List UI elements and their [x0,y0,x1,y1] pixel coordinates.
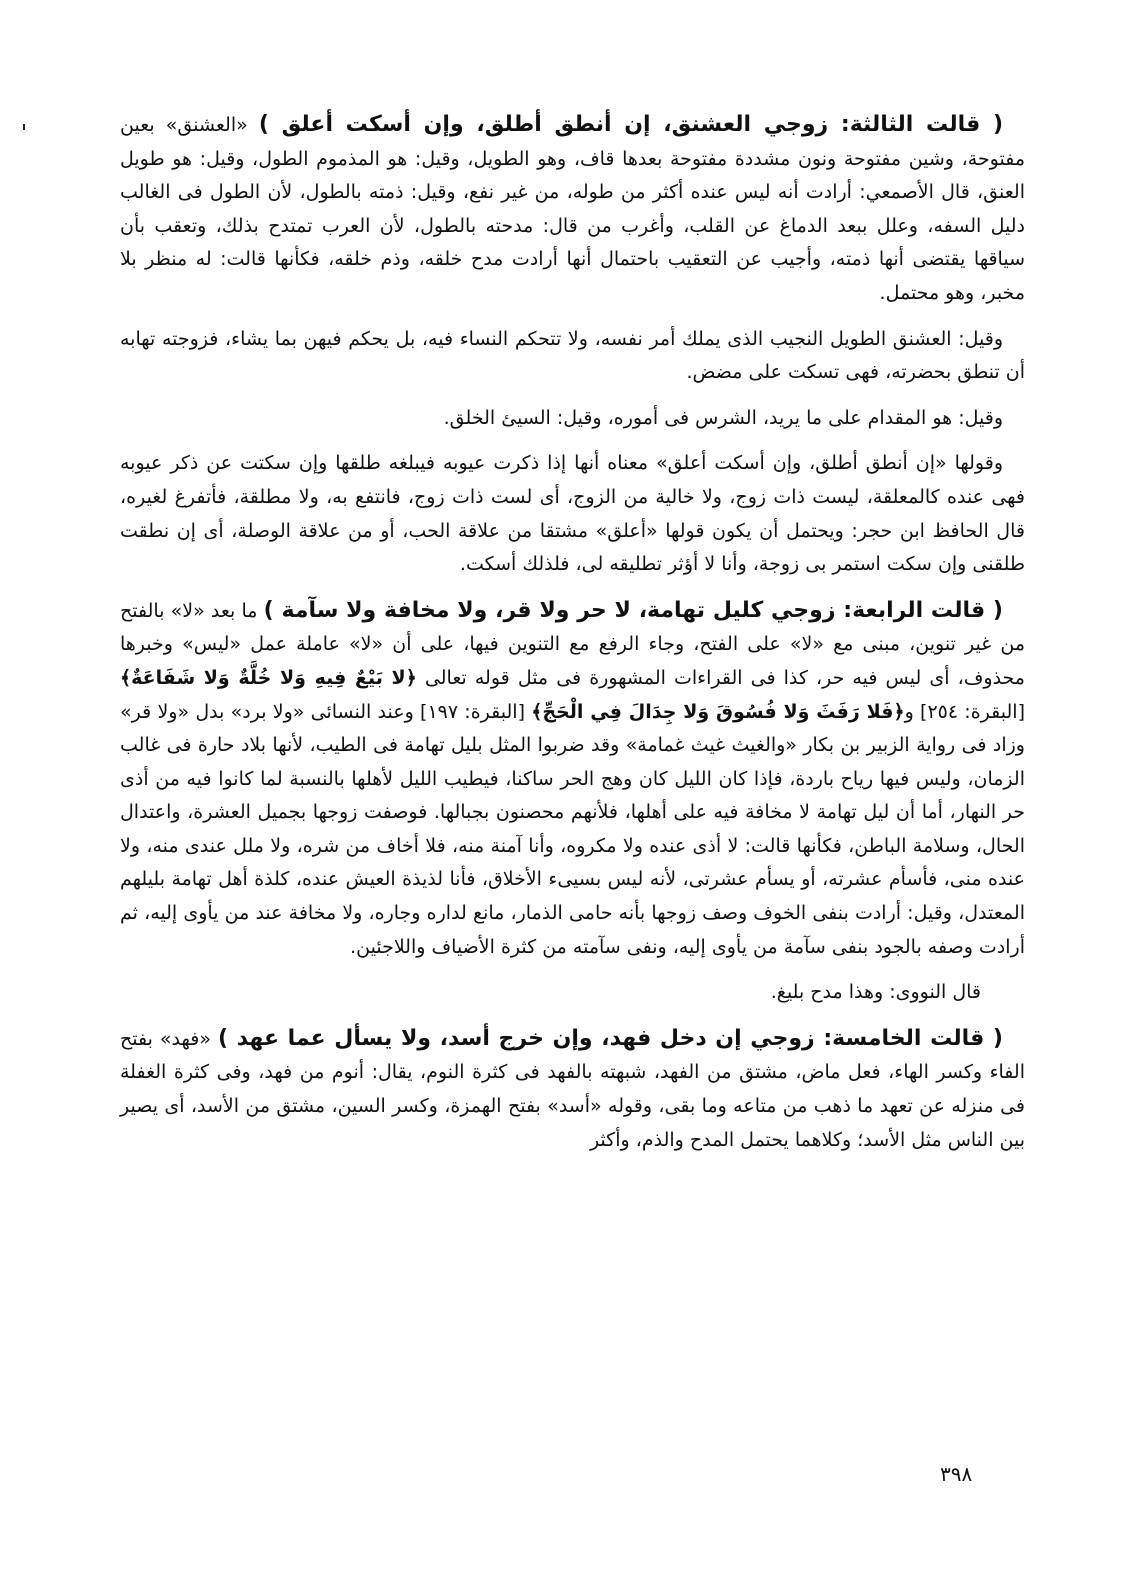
paragraph-body: ما بعد «لا» بالفتح من غير تنوين، مبنى مع «لا» على الفتح، وجاء الرفع مع التنوين فيها، على أن «لا» عاملة عمل «ليس» وخبرها محذوف، أى ليس فيه حر، كذا فى القراءات المشهورة فى مثل قوله تعالى [120,599,1025,689]
paragraph-body: «فهد» بفتح الفاء وكسر الهاء، فعل ماض، مشتق من الفهد، شبهته بالفهد فى كثرة النوم، يقال: أنوم من فهد، وفى كثرة الغفلة فى منزله عن تعهد ما ذهب من متاعه وما بقى، وقوله «أسد» بفتح الهمزة، وكسر السين، مشتق من الأسد، أى يصير بين الناس مثل الأسد؛ وكلاهما يحتمل المدح والذم، وأكثر [120,1027,1025,1151]
paragraph-third-wife [120,108,1025,311]
paragraph-body: [البقرة: ١٩٧] وعند النسائى «ولا برد» بدل «ولا قر» وزاد فى رواية الزبير بن بكار «والغيث غيث غمامة» وقد ضربوا المثل بليل تهامة فى الطيب، لأنها بلاد حارة فى غالب الزمان، وليس فيها رياح باردة، فإذا كان الليل كان وهج الحر ساكنا، فيطيب الليل لأهلها بالنسبة لما كانوا فيه من أذى حر النهار، أما أن ليل تهامة لا مخافة فيه على أهلها، فلأنهم محصنون بجبالها. فوصفت زوجها بجميل العشرة، واعتدال الحال، وسلامة الباطن، فكأنها قالت: لا أذى عنده ولا مكروه، وأنا آمنة منه، فلا أخاف من شره، ولا ملل عندى منه، ولا عنده منى، فأسأم عشرته، أو يسأم عشرتى، لأنه ليس بسيىء الأخلاق، فأنا لذيذة العيش عنده، كلذة أهل تهامة بليلهم المعتدل، وقيل: أرادت بنفى الخوف وصف زوجها بأنه حامى الذمار، مانع لداره وجاره، ولا مخافة عند من يأوى إليه، ثم أرادت وصفه بالجود بنفى سآمة من يأوى إليه، ونفى سآمته من كثرة الأضياف واللاجئين. [120,700,1025,958]
paragraph-ashnaq-opinion [120,323,1025,390]
paragraph-fourth-wife [120,594,1025,965]
paragraph-body: وقيل: هو المقدام على ما يريد، الشرس فى أموره، وقيل: السيئ الخلق. [443,406,1003,429]
section-heading-fourth: ( قالت الرابعة: زوجي كليل تهامة، لا حر ولا قر، ولا مخافة ولا سآمة ) [263,597,1003,623]
section-heading-third: ( قالت الثالثة: زوجي العشنق، إن أنطق أطلق، وإن أسكت أعلق ) [258,112,1004,137]
paragraph-speech-meaning [120,447,1025,581]
document-page [120,108,1025,1169]
paragraph-nawawi-note [120,976,1025,1010]
paragraph-body: قال النووى: وهذا مدح بليغ. [770,981,981,1004]
paragraph-miqdam-opinion [120,402,1025,436]
section-heading-fifth: ( قالت الخامسة: زوجي إن دخل فهد، وإن خرج أسد، ولا يسأل عما عهد ) [218,1025,1003,1051]
verse-reference: [البقرة: ٢٥٤] و [904,700,1025,723]
paragraph-body: «العشنق» بعين مفتوحة، وشين مفتوحة ونون مشددة مفتوحة بعدها قاف، وهو الطويل، وقيل: هو المذموم الطول، وقيل: هو طويل العنق، قال الأصمعي: أرادت أنه ليس عنده أكثر من طوله، من غير نفع، وقيل: ذمته بالطول، لأن الطول فى الغالب دليل السفه، وعلل ببعد الدماغ عن القلب، وأغرب من قال: مدحته بالطول، لأن العرب تمتدح بذلك، وتعقب بأن سياقها يقتضى أنها ذمته، وأجيب عن التعقيب باحتمال أنها أرادت مدح خلقه، وذم خلقه، فكأنها قالت: له منظر بلا مخبر، وهو محتمل. [120,114,1025,304]
scan-artifact-mark [23,124,25,130]
quran-verse-quote: ﴿لا بَيْعٌ فِيهِ وَلا خُلَّةٌ وَلا شَفَاعَةٌ﴾ [120,666,417,689]
page-number: ٣٩٨ [940,1462,973,1486]
quran-verse-quote: ﴿فَلا رَفَثَ وَلا فُسُوقَ وَلا جِدَالَ فِي الْحَجِّ﴾ [531,700,905,723]
paragraph-body: وقيل: العشنق الطويل النجيب الذى يملك أمر نفسه، ولا تتحكم النساء فيه، بل يحكم فيهن بما يشاء، فزوجته تهابه أن تنطق بحضرته، فهى تسكت على مضض. [120,327,1025,384]
paragraph-fifth-wife [120,1022,1025,1157]
paragraph-body: وقولها «إن أنطق أطلق، وإن أسكت أعلق» معناه أنها إذا ذكرت عيوبه فيبلغه طلقها وإن سكتت عن ذكر عيوبه فهى عنده كالمعلقة، ليست ذات زوج، ولا خالية من الزوج، أى لست ذات زوج، فانتفع به، ولا مطلقة، فأتفرغ لغيره، قال الحافظ ابن حجر: ويحتمل أن يكون قولها «أعلق» مشتقا من علاقة الحب، أو من علاقة الوصلة، أى إن نطقت طلقنى وإن سكت استمر بى زوجة، وأنا لا أؤثر تطليقه لى، فلذلك أسكت. [120,452,1025,576]
